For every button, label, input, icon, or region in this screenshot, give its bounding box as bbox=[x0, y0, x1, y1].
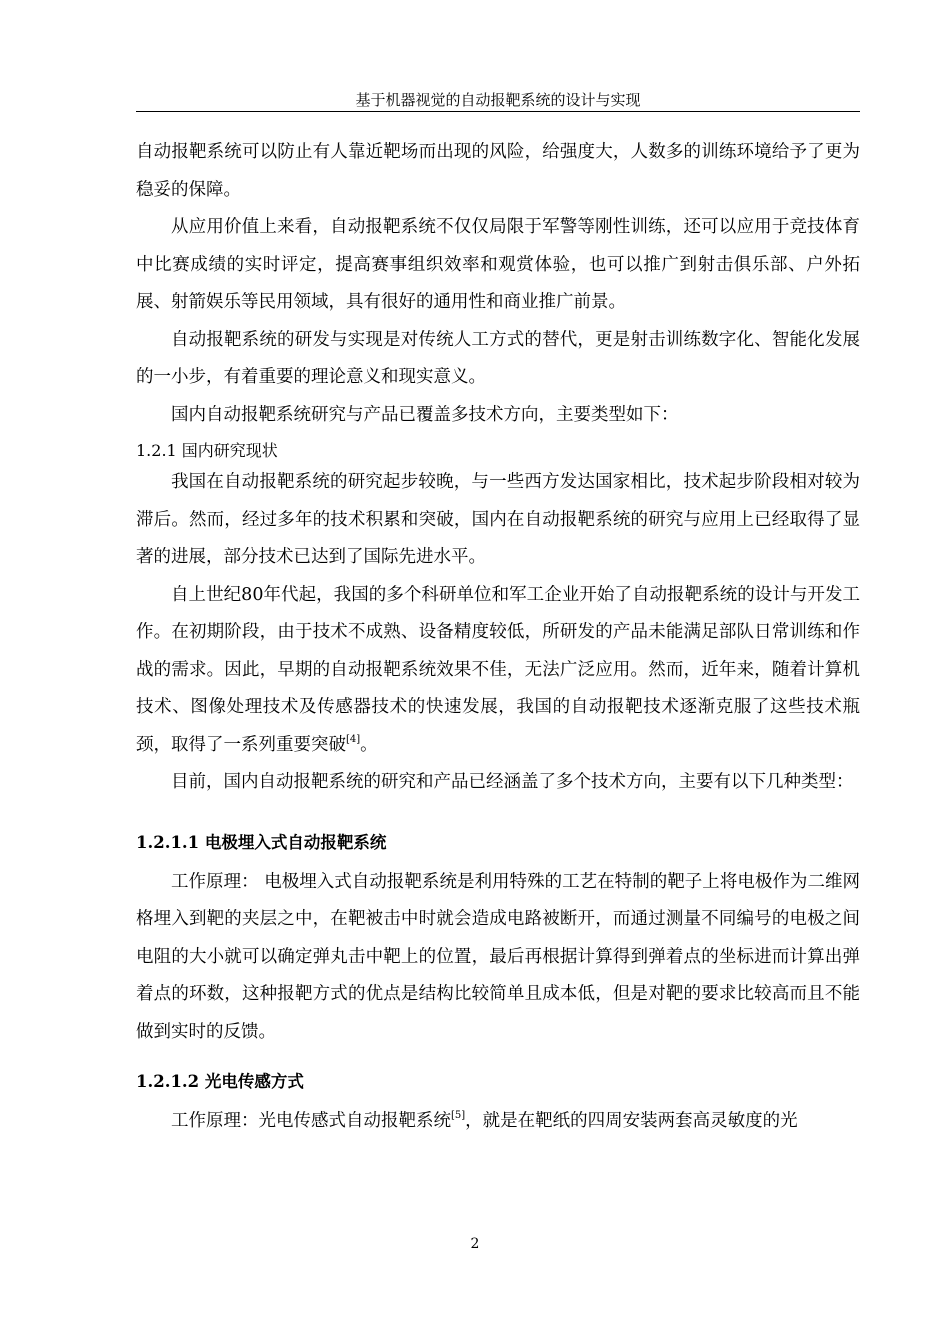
section-heading-1-2-1: 1.2.1 国内研究现状 bbox=[136, 441, 278, 460]
paragraph-text-end: 。 bbox=[360, 734, 378, 755]
paragraph-text-end: ，就是在靶纸的四周安装两套高灵敏度的光 bbox=[465, 1111, 798, 1131]
section-heading-1-2-1-2: 1.2.1.2 光电传感方式 bbox=[136, 1072, 304, 1091]
paragraph: 工作原理： 电极埋入式自动报靶系统是利用特殊的工艺在特制的靶子上将电极作为二维网格埋入到靶的夹层之中，在靶被击中时就会造成电路被断开，而通过测量不同编号的电极之间电阻的大小就可以确定弹丸击中靶上的位置，最后再根据计算得到弹着点的坐标进而计算出弹着点的环数，这种报靶方式的优点是结构比较简单且成本低，但是对靶的要求比较高而且不能做到实时的反馈。 bbox=[136, 871, 860, 1042]
paragraph: 从应用价值上来看，自动报靶系统不仅仅局限于军警等刚性训练，还可以应用于竞技体育中比赛成绩的实时评定，提高赛事组织效率和观赏体验，也可以推广到射击俱乐部、户外拓展、射箭娱乐等民用领域，具有很好的通用性和商业推广前景。 bbox=[136, 217, 860, 312]
paragraph bbox=[136, 577, 860, 765]
paragraph-text: 工作原理：光电传感式自动报靶系统 bbox=[171, 1111, 451, 1131]
paragraph: 自动报靶系统可以防止有人靠近靶场而出现的风险，给强度大，人数多的训练环境给予了更为稳妥的保障。 bbox=[136, 142, 860, 200]
running-header: 基于机器视觉的自动报靶系统的设计与实现 bbox=[355, 91, 641, 109]
paragraph: 我国在自动报靶系统的研究起步较晚，与一些西方发达国家相比，技术起步阶段相对较为滞后。然而，经过多年的技术积累和突破，国内在自动报靶系统的研究与应用上已经取得了显著的进展，部分技术已达到了国际先进水平。 bbox=[136, 472, 860, 567]
citation-ref: [5] bbox=[451, 1110, 466, 1121]
paragraph-text: 自上世纪80年代起，我国的多个科研单位和军工企业开始了自动报靶系统的设计与开发工作。在初期阶段，由于技术不成熟、设备精度较低，所研发的产品未能满足部队日常训练和作战的需求。因此，早期的自动报靶系统效果不佳，无法广泛应用。然而，近年来，随着计算机技术、图像处理技术及传感器技术的快速发展，我国的自动报靶技术逐渐克服了这些技术瓶颈，取得了一系列重要突破 bbox=[136, 584, 860, 755]
paragraph: 自动报靶系统的研发与实现是对传统人工方式的替代，更是射击训练数字化、智能化发展的一小步，有着重要的理论意义和现实意义。 bbox=[136, 329, 860, 387]
page-number: 2 bbox=[470, 1236, 480, 1252]
citation-ref: [4] bbox=[346, 733, 361, 745]
header-rule bbox=[136, 111, 860, 112]
paragraph bbox=[136, 1103, 860, 1141]
paragraph: 目前，国内自动报靶系统的研究和产品已经涵盖了多个技术方向，主要有以下几种类型： bbox=[171, 772, 854, 792]
section-heading-1-2-1-1: 1.2.1.1 电极埋入式自动报靶系统 bbox=[136, 832, 387, 852]
paragraph: 国内自动报靶系统研究与产品已覆盖多技术方向，主要类型如下： bbox=[171, 404, 679, 425]
body-text bbox=[136, 134, 860, 1141]
